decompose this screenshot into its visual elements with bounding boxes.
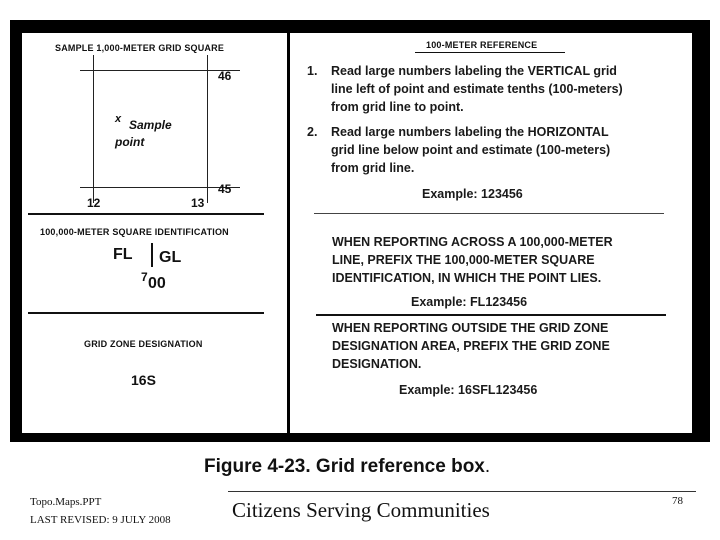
sample-point-label: Sample bbox=[129, 118, 172, 132]
square-id-separator bbox=[151, 243, 153, 267]
footer-tagline: Citizens Serving Communities bbox=[232, 498, 490, 522]
point-marker: x bbox=[115, 113, 122, 125]
example-2: Example: FL123456 bbox=[411, 295, 528, 309]
outside-line2: DESIGNATION AREA, PREFIX THE GRID ZONE bbox=[332, 339, 610, 353]
across-line2: LINE, PREFIX THE 100,000-METER SQUARE bbox=[332, 253, 595, 267]
figure-caption-text: Figure 4-23. Grid reference box bbox=[204, 456, 485, 477]
grid-square-title: SAMPLE 1,000-METER GRID SQUARE bbox=[55, 43, 225, 53]
grid-line-bottom bbox=[80, 187, 240, 188]
outside-line1: WHEN REPORTING OUTSIDE THE GRID ZONE bbox=[332, 321, 609, 335]
step2-number: 2. bbox=[307, 125, 318, 139]
grid-number-13: 13 bbox=[191, 196, 205, 210]
right-rule-1 bbox=[314, 213, 664, 214]
example-1: Example: 123456 bbox=[422, 187, 523, 201]
grid-number-45: 45 bbox=[218, 182, 232, 196]
step2-line3: from grid line. bbox=[331, 161, 415, 175]
example-3: Example: 16SFL123456 bbox=[399, 383, 538, 397]
reference-title: 100-METER REFERENCE bbox=[426, 40, 538, 50]
superscript-seven: 7 bbox=[141, 270, 148, 284]
footer-file-name: Topo.Maps.PPT bbox=[30, 496, 102, 508]
square-id-zero-zero: 00 bbox=[148, 275, 166, 292]
step2-line2: grid line below point and estimate (100-meters) bbox=[331, 143, 611, 157]
step1-number: 1. bbox=[307, 64, 318, 78]
figure-caption bbox=[204, 456, 490, 478]
square-id-title: 100,000-METER SQUARE IDENTIFICATION bbox=[40, 227, 229, 237]
page-number: 78 bbox=[672, 495, 683, 507]
panel-divider bbox=[287, 33, 290, 433]
outside-line3: DESIGNATION. bbox=[332, 357, 422, 371]
left-rule-2 bbox=[28, 312, 264, 314]
grid-line-left bbox=[93, 55, 94, 203]
gzd-value: 16S bbox=[131, 372, 156, 388]
step1-line3: from grid line to point. bbox=[331, 100, 464, 114]
figure-caption-period: . bbox=[484, 456, 491, 477]
step2-line1: Read large numbers labeling the HORIZONTAL bbox=[331, 125, 609, 139]
grid-line-top bbox=[80, 70, 240, 71]
reference-title-underline bbox=[415, 52, 565, 53]
footer-last-revised: LAST REVISED: 9 JULY 2008 bbox=[30, 514, 171, 526]
gzd-title: GRID ZONE DESIGNATION bbox=[84, 339, 203, 349]
left-rule-1 bbox=[28, 213, 264, 215]
square-id-fl: FL bbox=[113, 246, 133, 263]
sample-point-label-2: point bbox=[115, 135, 145, 149]
across-line1: WHEN REPORTING ACROSS A 100,000-METER bbox=[332, 235, 613, 249]
step1-line1: Read large numbers labeling the VERTICAL grid bbox=[331, 64, 617, 78]
footer-rule bbox=[228, 491, 696, 492]
grid-number-46: 46 bbox=[218, 69, 232, 83]
right-rule-2 bbox=[316, 314, 666, 316]
step1-line2: line left of point and estimate tenths (100-meters) bbox=[331, 82, 623, 96]
grid-line-right bbox=[207, 55, 208, 203]
across-line3: IDENTIFICATION, IN WHICH THE POINT LIES. bbox=[332, 271, 602, 285]
square-id-gl: GL bbox=[159, 249, 182, 266]
grid-number-12: 12 bbox=[87, 196, 101, 210]
